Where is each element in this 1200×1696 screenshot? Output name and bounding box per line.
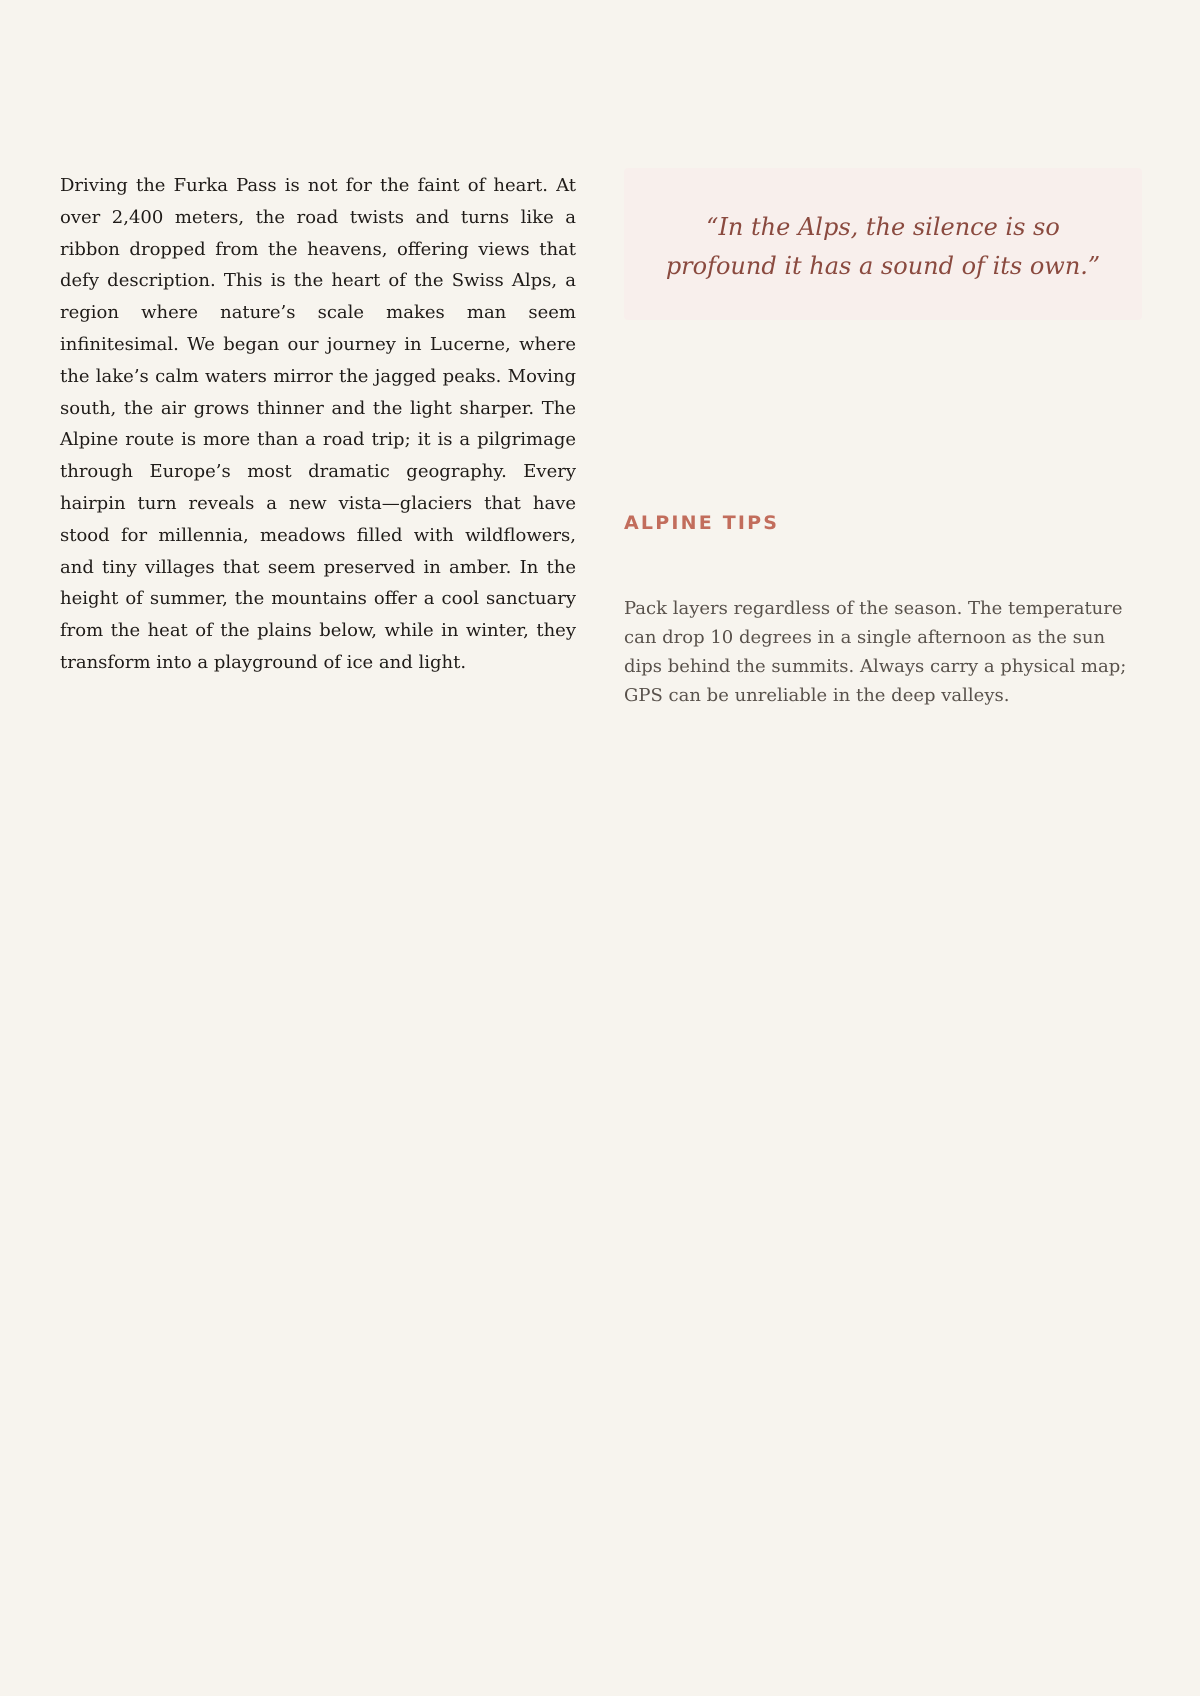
- tips-paragraph: Pack layers regardless of the season. The temperature can drop 10 degrees in a single afternoon as the sun dips behind the summits. Always carry a physical map; GPS can be unreliable in the deep valleys.: [624, 598, 1127, 706]
- sidebar-column: [624, 168, 1142, 706]
- tips-heading: ALPINE TIPS: [624, 512, 780, 534]
- pullquote-text: “In the Alps, the silence is so profound it has a sound of its own.”: [665, 213, 1101, 280]
- main-column: [60, 170, 576, 679]
- body-paragraph: Driving the Furka Pass is not for the faint of heart. At over 2,400 meters, the road twists and turns like a ribbon dropped from the heavens, offering views that defy description. This is the heart of the Swiss Alps, a region where nature’s scale makes man seem infinitesimal. We began our journey in Lucerne, where the lake’s calm waters mirror the jagged peaks. Moving south, the air grows thinner and the light sharper. The Alpine route is more than a road trip; it is a pilgrimage through Europe’s most dramatic geography. Every hairpin turn reveals a new vista—glaciers that have stood for millennia, meadows filled with wildflowers, and tiny villages that seem preserved in amber. In the height of summer, the mountains offer a cool sanctuary from the heat of the plains below, while in winter, they transform into a playground of ice and light.: [60, 175, 576, 673]
- pullquote-box: [624, 168, 1142, 320]
